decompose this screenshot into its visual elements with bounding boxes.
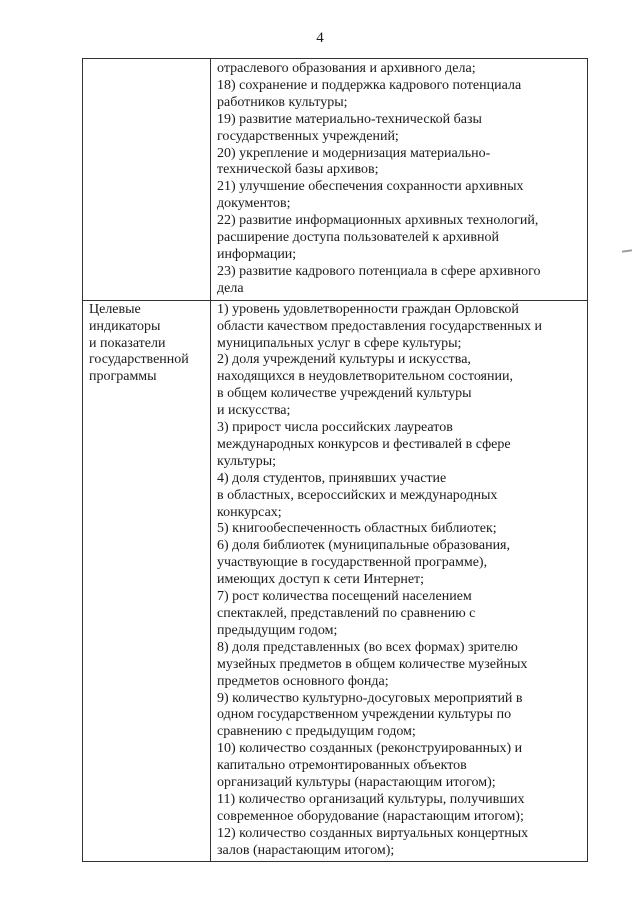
list-item bbox=[217, 691, 583, 742]
list-item bbox=[217, 420, 583, 471]
list-item bbox=[217, 640, 583, 691]
list-item-line: государственных учреждений; bbox=[217, 128, 399, 144]
list-item bbox=[217, 352, 583, 420]
list-item-line: 8) доля представленных (во всех формах) зрителю bbox=[217, 639, 518, 655]
row-label-line: государственной bbox=[89, 352, 189, 368]
table-row bbox=[83, 300, 588, 861]
list-item bbox=[217, 792, 583, 826]
list-item-line: 2) доля учреждений культуры и искусства, bbox=[217, 352, 471, 368]
list-item-line: в общем количестве учреждений культуры bbox=[217, 386, 472, 402]
list-item bbox=[217, 302, 583, 353]
list-item-line: предыдущим годом; bbox=[217, 622, 338, 638]
list-item bbox=[217, 61, 583, 78]
list-item-line: расширение доступа пользователей к архивной bbox=[217, 230, 499, 246]
list-item-line: 18) сохранение и поддержка кадрового потенциала bbox=[217, 77, 522, 93]
list-item-line: 22) развитие информационных архивных технологий, bbox=[217, 213, 539, 229]
list-item-line: участвующие в государственной программе), bbox=[217, 555, 488, 571]
row-label-cell bbox=[83, 59, 211, 301]
list-item-line: в областных, всероссийских и международных bbox=[217, 487, 498, 503]
list-item-line: 9) количество культурно-досуговых мероприятий в bbox=[217, 690, 523, 706]
list-item-line: документов; bbox=[217, 196, 291, 212]
list-item-line: залов (нарастающим итогом); bbox=[217, 842, 395, 858]
list-item-line: 23) развитие кадрового потенциала в сфере архивного bbox=[217, 263, 541, 279]
list-item-line: находящихся в неудовлетворительном состоянии, bbox=[217, 369, 513, 385]
list-item bbox=[217, 213, 583, 264]
list-item-line: 12) количество созданных виртуальных концертных bbox=[217, 825, 529, 841]
list-item-line: 11) количество организаций культуры, получивших bbox=[217, 791, 525, 807]
page-number: 4 bbox=[316, 30, 324, 46]
list-item-line: области качеством предоставления государственных и bbox=[217, 318, 543, 334]
list-item-line: капитально отремонтированных объектов bbox=[217, 758, 467, 774]
list-item-line: сравнению с предыдущим годом; bbox=[217, 724, 416, 740]
list-item bbox=[217, 146, 583, 180]
program-table bbox=[82, 58, 588, 862]
list-item-line: 19) развитие материально-технической базы bbox=[217, 111, 482, 127]
list-item-line: организаций культуры (нарастающим итогом); bbox=[217, 775, 496, 791]
list-item-line: культуры; bbox=[217, 453, 277, 469]
list-item-line: современное оборудование (нарастающим итогом); bbox=[217, 808, 524, 824]
list-item-line: музейных предметов в общем количестве музейных bbox=[217, 656, 528, 672]
list-item bbox=[217, 112, 583, 146]
list-item bbox=[217, 521, 583, 538]
list-item-line: технической базы архивов; bbox=[217, 162, 379, 178]
row-label-line: индикаторы bbox=[89, 318, 161, 334]
list-item-line: муниципальных услуг в сфере культуры; bbox=[217, 335, 462, 351]
list-item-line: и искусства; bbox=[217, 403, 291, 419]
row-label-line: Целевые bbox=[89, 301, 141, 317]
list-item bbox=[217, 589, 583, 640]
list-item-line: работников культуры; bbox=[217, 94, 348, 110]
list-item bbox=[217, 471, 583, 522]
list-item-line: 20) укрепление и модернизация материально- bbox=[217, 145, 491, 161]
list-item-line: 6) доля библиотек (муниципальные образования, bbox=[217, 538, 510, 554]
table-row bbox=[83, 59, 588, 301]
list-item-line: предметов основного фонда; bbox=[217, 673, 389, 689]
list-item-line: 10) количество созданных (реконструированных) и bbox=[217, 741, 523, 757]
list-item-line: конкурсах; bbox=[217, 504, 282, 520]
list-item-line: 4) доля студентов, принявших участие bbox=[217, 470, 447, 486]
list-item-line: 1) уровень удовлетворенности граждан Орловской bbox=[217, 301, 519, 317]
list-item bbox=[217, 741, 583, 792]
row-content-cell bbox=[211, 300, 588, 861]
list-item-line: международных конкурсов и фестивалей в сфере bbox=[217, 436, 511, 452]
list-item-line: 5) книгообеспеченность областных библиотек; bbox=[217, 521, 497, 537]
list-item-line: информации; bbox=[217, 246, 297, 262]
row-label-line: программы bbox=[89, 369, 157, 385]
list-item-line: 21) улучшение обеспечения сохранности архивных bbox=[217, 179, 524, 195]
list-item-line: 7) рост количества посещений населением bbox=[217, 589, 472, 605]
list-item-line: отраслевого образования и архивного дела; bbox=[217, 61, 476, 76]
list-item bbox=[217, 538, 583, 589]
row-label-line: и показатели bbox=[89, 335, 166, 351]
row-content-cell bbox=[211, 59, 588, 301]
list-item-line: спектаклей, представлений по сравнению с bbox=[217, 606, 476, 621]
list-item bbox=[217, 179, 583, 213]
list-item-line: одном государственном учреждении культуры по bbox=[217, 707, 512, 723]
list-item bbox=[217, 826, 583, 860]
list-item-line: дела bbox=[217, 280, 244, 296]
list-item-line: 3) прирост числа российских лауреатов bbox=[217, 420, 453, 436]
list-item bbox=[217, 264, 583, 298]
list-item bbox=[217, 78, 583, 112]
scan-artifact-mark bbox=[622, 249, 632, 252]
list-item-line: имеющих доступ к сети Интернет; bbox=[217, 572, 425, 588]
row-label-cell bbox=[83, 300, 211, 861]
